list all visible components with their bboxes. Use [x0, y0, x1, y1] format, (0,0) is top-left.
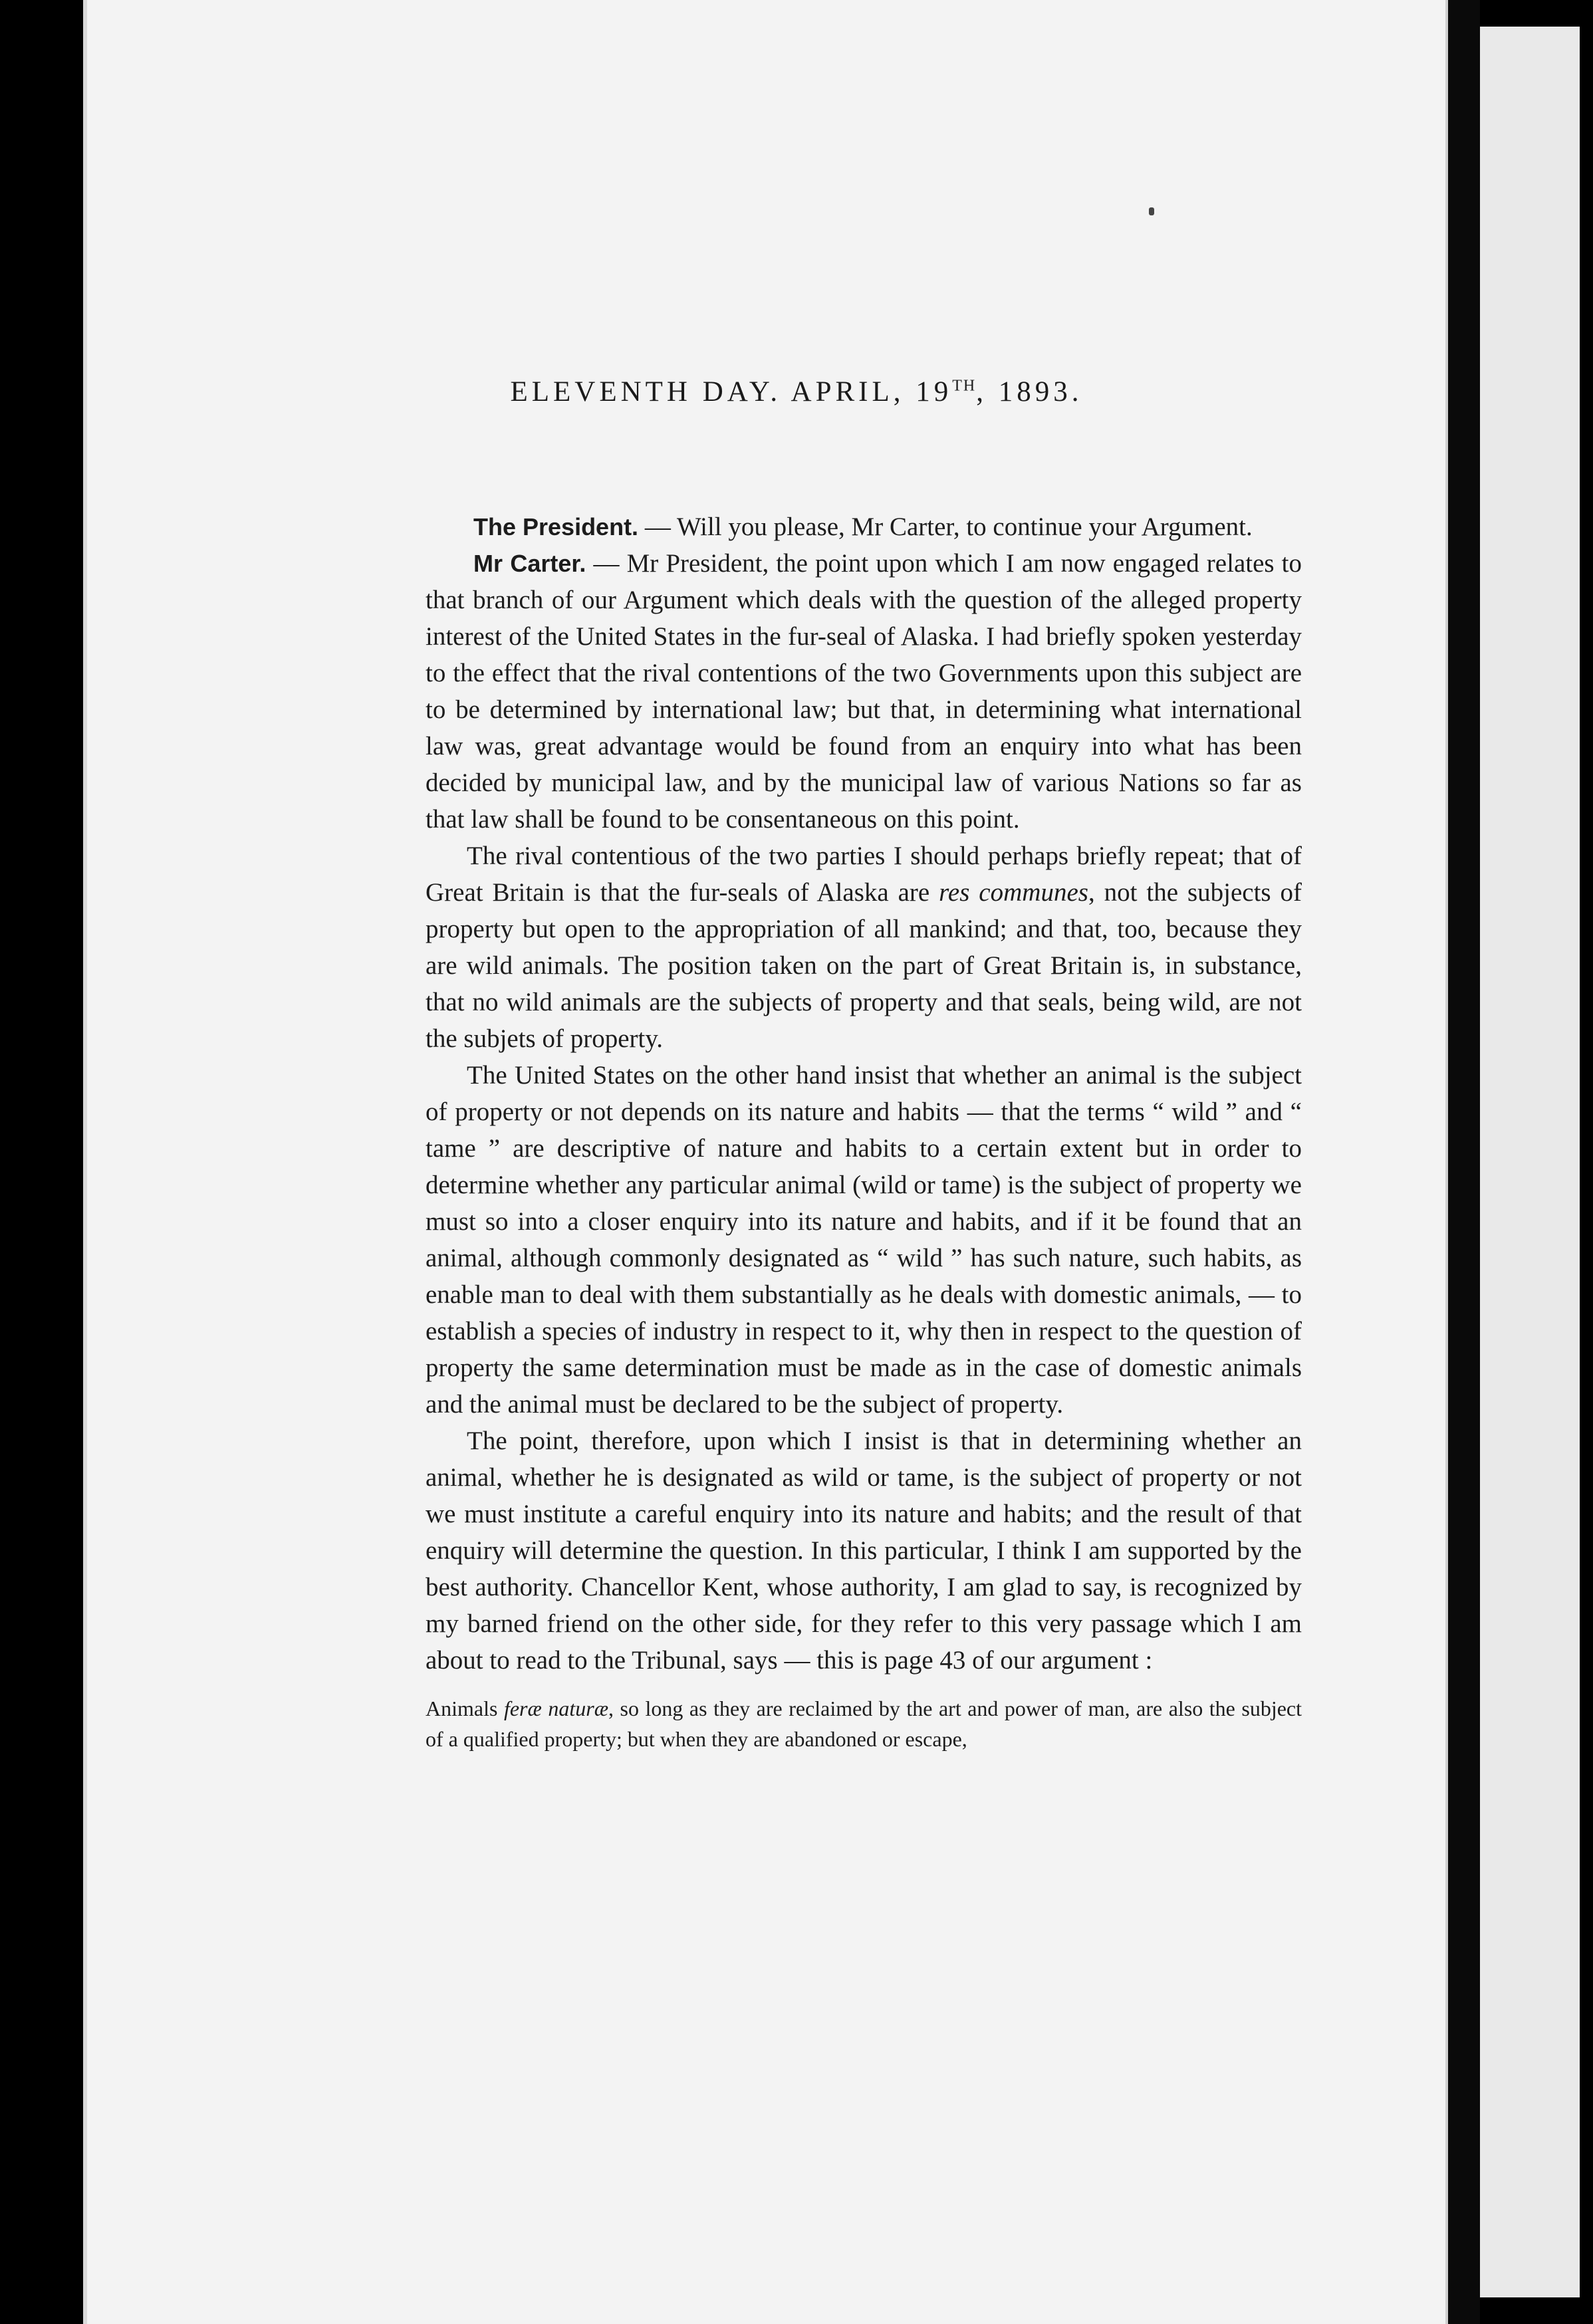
paragraph-text: The rival contentious of the two parties I should perhaps briefly repeat; that of Great Britain is that the fur-seals of Alaska are: [426, 842, 1302, 907]
heading-year: , 1893.: [976, 376, 1083, 407]
speaker-label: Mr Carter.: [473, 550, 586, 577]
paragraph-united-states: [426, 1057, 1302, 1423]
quote-text: , so long as they are reclaimed by the art and power of man, are also the subject of a qualified property; but when they are abandoned or escape,: [426, 1696, 1302, 1751]
paragraph-president: [426, 509, 1302, 545]
binding-gutter: [1448, 0, 1480, 2324]
heading-ordinal: TH: [952, 377, 977, 395]
italic-term: res communes: [939, 878, 1088, 907]
page-heading: [0, 376, 1593, 408]
paragraph-rival-contentions: [426, 838, 1302, 1057]
paragraph-text: , not the subjects of property but open to the appropriation of all mankind; and that, too, because they are wild animals. The position taken on the part of Great Britain is, in substance, that no wild animals are the subjects of property and that seals, being wild, are not the subjets of property.: [426, 878, 1302, 1053]
ink-speck: [1149, 207, 1154, 215]
paragraph-carter: [426, 545, 1302, 838]
paragraph-text: The United States on the other hand insist that whether an animal is the subject of property or not depends on its nature and habits — that the terms “ wild ” and “ tame ” are descriptive of nature and habits to a certain extent but in order to determine whether any particular animal (wild or tame) is the subject of property we must so into a closer enquiry into its nature and habits, and if it be found that an animal, although commonly designated as “ wild ” has such nature, such habits, as enable man to deal with them substantially as he deals with domestic animals, — to establish a species of industry in respect to it, why then in respect to the question of property the same determination must be made as in the case of domestic animals and the animal must be declared to be the subject of property.: [426, 1061, 1302, 1419]
body-text: [426, 509, 1302, 1754]
heading-main: ELEVENTH DAY. APRIL, 19: [510, 376, 953, 407]
speaker-label: The President.: [473, 513, 639, 540]
paragraph-point: [426, 1423, 1302, 1679]
italic-term: feræ naturæ: [503, 1696, 609, 1720]
paragraph-text: — Mr President, the point upon which I am now engaged relates to that branch of our Argument which deals with the question of the alleged property interest of the United States in the fur-seal of Alaska. I had briefly spoken yesterday to the effect that the rival contentions of the two Governments upon this subject are to be determined by international law; but that, in determining what international law was, great advantage would be found from an enquiry into what has been decided by municipal law, and by the municipal law of various Nations so far as that law shall be found to be consentaneous on this point.: [426, 549, 1302, 834]
paragraph-text: — Will you please, Mr Carter, to continue your Argument.: [638, 513, 1253, 541]
paragraph-text: The point, therefore, upon which I insist is that in determining whether an animal, whether he is designated as wild or tame, is the subject of property or not we must institute a careful enquiry into its nature and habits; and the result of that enquiry will determine the question. In this particular, I think I am supported by the best authority. Chancellor Kent, whose authority, I am glad to say, is recognized by my barned friend on the other side, for they refer to this very passage which I am about to read to the Tribunal, says — this is page 43 of our argument :: [426, 1427, 1302, 1675]
quote-text: Animals: [426, 1696, 504, 1720]
adjacent-page-edge: [1480, 27, 1580, 2297]
block-quote: [426, 1693, 1302, 1754]
